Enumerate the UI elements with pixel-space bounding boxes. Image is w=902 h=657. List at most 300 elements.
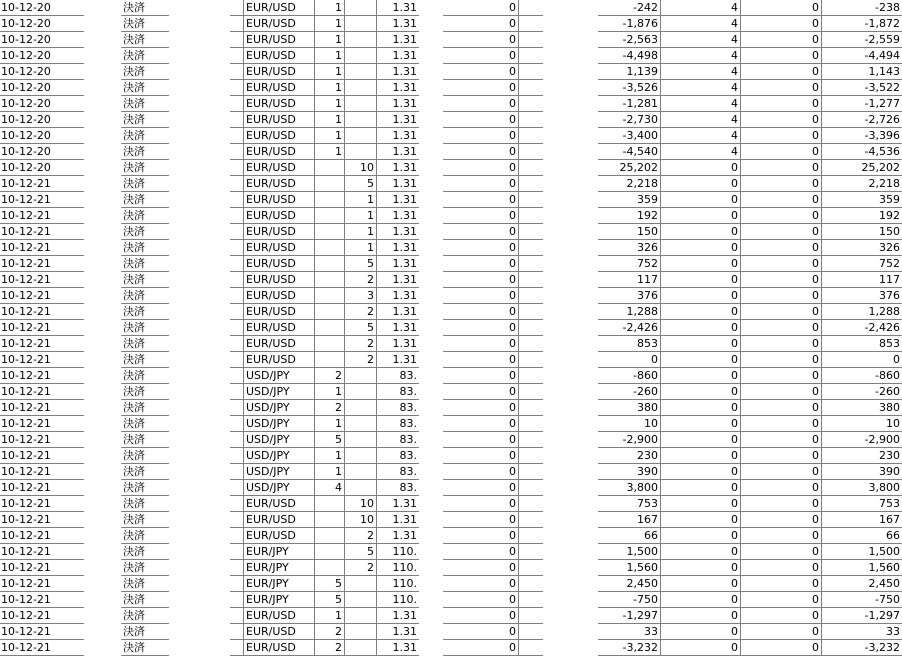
net-amount-cell[interactable]: -1,277 [864, 97, 900, 110]
lot-a-cell[interactable] [315, 256, 345, 272]
lot-a-cell[interactable]: 1 [315, 416, 345, 432]
rate-cell[interactable]: 1.31 [392, 225, 417, 238]
currency-pair-cell[interactable]: USD/JPY [243, 384, 315, 400]
swap-cell[interactable]: 0 [443, 48, 519, 64]
date-cell[interactable]: 10-12-21 [1, 513, 51, 526]
net-amount-cell[interactable]: -2,900 [864, 433, 900, 446]
swap-cell[interactable]: 0 [443, 416, 519, 432]
lot-b-cell[interactable]: 2 [345, 528, 377, 544]
date-cell[interactable]: 10-12-21 [1, 385, 51, 398]
lot-a-cell[interactable] [315, 496, 345, 512]
swap-cell[interactable]: 0 [443, 400, 519, 416]
fee-cell[interactable]: 0 [663, 432, 741, 448]
swap-cell[interactable]: 0 [443, 528, 519, 544]
lot-b-cell[interactable] [345, 368, 377, 384]
swap-cell[interactable]: 0 [443, 176, 519, 192]
lot-b-cell[interactable]: 2 [345, 336, 377, 352]
lot-a-cell[interactable]: 1 [315, 96, 345, 112]
currency-pair-cell[interactable]: EUR/USD [243, 496, 315, 512]
net-amount-cell[interactable]: 376 [879, 289, 900, 302]
adjustment-cell[interactable]: 0 [742, 544, 822, 560]
adjustment-cell[interactable]: 0 [742, 32, 822, 48]
adjustment-cell[interactable]: 0 [742, 64, 822, 80]
fee-cell[interactable]: 0 [663, 448, 741, 464]
settlement-type-cell[interactable]: 決済 [123, 145, 145, 158]
adjustment-cell[interactable]: 0 [742, 0, 822, 16]
lot-b-cell[interactable]: 1 [345, 240, 377, 256]
currency-pair-cell[interactable]: USD/JPY [243, 416, 315, 432]
swap-cell[interactable]: 0 [443, 224, 519, 240]
rate-cell[interactable]: 1.31 [392, 529, 417, 542]
adjustment-cell[interactable]: 0 [742, 560, 822, 576]
lot-b-cell[interactable] [345, 16, 377, 32]
net-amount-cell[interactable]: -3,396 [864, 129, 900, 142]
profit-loss-cell[interactable]: 1,139 [598, 64, 661, 80]
fee-cell[interactable]: 0 [663, 352, 741, 368]
lot-a-cell[interactable] [315, 208, 345, 224]
date-cell[interactable]: 10-12-21 [1, 417, 51, 430]
currency-pair-cell[interactable]: EUR/JPY [243, 592, 315, 608]
rate-cell[interactable]: 1.31 [392, 625, 417, 638]
date-cell[interactable]: 10-12-21 [1, 225, 51, 238]
date-cell[interactable]: 10-12-21 [1, 577, 51, 590]
profit-loss-cell[interactable]: 167 [598, 512, 661, 528]
rate-cell[interactable]: 1.31 [392, 1, 417, 14]
fee-cell[interactable]: 0 [663, 416, 741, 432]
net-amount-cell[interactable]: 192 [879, 209, 900, 222]
rate-cell[interactable]: 1.31 [392, 641, 417, 654]
currency-pair-cell[interactable]: USD/JPY [243, 400, 315, 416]
lot-b-cell[interactable]: 5 [345, 320, 377, 336]
profit-loss-cell[interactable]: 752 [598, 256, 661, 272]
rate-cell[interactable]: 1.31 [392, 337, 417, 350]
net-amount-cell[interactable]: 752 [879, 257, 900, 270]
lot-a-cell[interactable] [315, 304, 345, 320]
net-amount-cell[interactable]: 380 [879, 401, 900, 414]
fee-cell[interactable]: 4 [663, 144, 741, 160]
swap-cell[interactable]: 0 [443, 448, 519, 464]
swap-cell[interactable]: 0 [443, 208, 519, 224]
adjustment-cell[interactable]: 0 [742, 96, 822, 112]
lot-b-cell[interactable] [345, 144, 377, 160]
rate-cell[interactable]: 1.31 [392, 305, 417, 318]
currency-pair-cell[interactable]: EUR/USD [243, 256, 315, 272]
net-amount-cell[interactable]: -1,297 [864, 609, 900, 622]
adjustment-cell[interactable]: 0 [742, 48, 822, 64]
date-cell[interactable]: 10-12-21 [1, 529, 51, 542]
settlement-type-cell[interactable]: 決済 [123, 81, 145, 94]
lot-b-cell[interactable] [345, 576, 377, 592]
adjustment-cell[interactable]: 0 [742, 288, 822, 304]
net-amount-cell[interactable]: 1,560 [868, 561, 900, 574]
lot-a-cell[interactable] [315, 272, 345, 288]
profit-loss-cell[interactable]: -4,498 [598, 48, 661, 64]
lot-a-cell[interactable]: 5 [315, 576, 345, 592]
settlement-type-cell[interactable]: 決済 [123, 609, 145, 622]
date-cell[interactable]: 10-12-21 [1, 353, 51, 366]
settlement-type-cell[interactable]: 決済 [123, 353, 145, 366]
rate-cell[interactable]: 83. [399, 465, 417, 478]
rate-cell[interactable]: 110. [392, 561, 417, 574]
settlement-type-cell[interactable]: 決済 [123, 561, 145, 574]
fee-cell[interactable]: 0 [663, 224, 741, 240]
lot-a-cell[interactable]: 1 [315, 128, 345, 144]
currency-pair-cell[interactable]: EUR/USD [243, 80, 315, 96]
rate-cell[interactable]: 1.31 [392, 209, 417, 222]
lot-a-cell[interactable] [315, 336, 345, 352]
rate-cell[interactable]: 1.31 [392, 193, 417, 206]
profit-loss-cell[interactable]: 33 [598, 624, 661, 640]
rate-cell[interactable]: 1.31 [392, 177, 417, 190]
settlement-type-cell[interactable]: 決済 [123, 321, 145, 334]
swap-cell[interactable]: 0 [443, 512, 519, 528]
currency-pair-cell[interactable]: EUR/JPY [243, 544, 315, 560]
profit-loss-cell[interactable]: -3,526 [598, 80, 661, 96]
lot-b-cell[interactable] [345, 416, 377, 432]
lot-a-cell[interactable] [315, 352, 345, 368]
settlement-type-cell[interactable]: 決済 [123, 225, 145, 238]
rate-cell[interactable]: 1.31 [392, 241, 417, 254]
adjustment-cell[interactable]: 0 [742, 160, 822, 176]
fee-cell[interactable]: 0 [663, 512, 741, 528]
swap-cell[interactable]: 0 [443, 80, 519, 96]
lot-a-cell[interactable] [315, 512, 345, 528]
lot-b-cell[interactable] [345, 640, 377, 656]
currency-pair-cell[interactable]: USD/JPY [243, 480, 315, 496]
currency-pair-cell[interactable]: USD/JPY [243, 368, 315, 384]
adjustment-cell[interactable]: 0 [742, 464, 822, 480]
swap-cell[interactable]: 0 [443, 288, 519, 304]
lot-a-cell[interactable] [315, 560, 345, 576]
net-amount-cell[interactable]: -2,559 [864, 33, 900, 46]
adjustment-cell[interactable]: 0 [742, 144, 822, 160]
settlement-type-cell[interactable]: 決済 [123, 273, 145, 286]
currency-pair-cell[interactable]: EUR/USD [243, 640, 315, 656]
adjustment-cell[interactable]: 0 [742, 528, 822, 544]
date-cell[interactable]: 10-12-20 [1, 81, 51, 94]
lot-a-cell[interactable]: 2 [315, 368, 345, 384]
currency-pair-cell[interactable]: EUR/USD [243, 624, 315, 640]
adjustment-cell[interactable]: 0 [742, 384, 822, 400]
fee-cell[interactable]: 0 [663, 272, 741, 288]
lot-b-cell[interactable] [345, 48, 377, 64]
net-amount-cell[interactable]: 3,800 [868, 481, 900, 494]
settlement-type-cell[interactable]: 決済 [123, 65, 145, 78]
lot-b-cell[interactable] [345, 32, 377, 48]
fee-cell[interactable]: 0 [663, 336, 741, 352]
fee-cell[interactable]: 0 [663, 192, 741, 208]
net-amount-cell[interactable]: 10 [886, 417, 900, 430]
date-cell[interactable]: 10-12-21 [1, 257, 51, 270]
lot-b-cell[interactable]: 5 [345, 176, 377, 192]
net-amount-cell[interactable]: 1,288 [868, 305, 900, 318]
lot-b-cell[interactable] [345, 400, 377, 416]
date-cell[interactable]: 10-12-21 [1, 641, 51, 654]
settlement-type-cell[interactable]: 決済 [123, 305, 145, 318]
date-cell[interactable]: 10-12-20 [1, 65, 51, 78]
profit-loss-cell[interactable]: 10 [598, 416, 661, 432]
swap-cell[interactable]: 0 [443, 352, 519, 368]
profit-loss-cell[interactable]: -3,232 [598, 640, 661, 656]
fee-cell[interactable]: 4 [663, 80, 741, 96]
net-amount-cell[interactable]: -260 [875, 385, 900, 398]
currency-pair-cell[interactable]: USD/JPY [243, 464, 315, 480]
profit-loss-cell[interactable]: -4,540 [598, 144, 661, 160]
settlement-type-cell[interactable]: 決済 [123, 257, 145, 270]
profit-loss-cell[interactable]: 0 [598, 352, 661, 368]
lot-b-cell[interactable]: 10 [345, 160, 377, 176]
lot-a-cell[interactable] [315, 192, 345, 208]
fee-cell[interactable]: 0 [663, 624, 741, 640]
settlement-type-cell[interactable]: 決済 [123, 369, 145, 382]
settlement-type-cell[interactable]: 決済 [123, 49, 145, 62]
fee-cell[interactable]: 0 [663, 608, 741, 624]
swap-cell[interactable]: 0 [443, 624, 519, 640]
currency-pair-cell[interactable]: EUR/JPY [243, 560, 315, 576]
profit-loss-cell[interactable]: 359 [598, 192, 661, 208]
profit-loss-cell[interactable]: -750 [598, 592, 661, 608]
profit-loss-cell[interactable]: -3,400 [598, 128, 661, 144]
profit-loss-cell[interactable]: 192 [598, 208, 661, 224]
date-cell[interactable]: 10-12-21 [1, 609, 51, 622]
rate-cell[interactable]: 83. [399, 369, 417, 382]
currency-pair-cell[interactable]: EUR/USD [243, 320, 315, 336]
currency-pair-cell[interactable]: EUR/USD [243, 0, 315, 16]
fee-cell[interactable]: 0 [663, 288, 741, 304]
swap-cell[interactable]: 0 [443, 160, 519, 176]
settlement-type-cell[interactable]: 決済 [123, 337, 145, 350]
net-amount-cell[interactable]: -3,522 [864, 81, 900, 94]
swap-cell[interactable]: 0 [443, 592, 519, 608]
lot-a-cell[interactable]: 5 [315, 432, 345, 448]
date-cell[interactable]: 10-12-21 [1, 177, 51, 190]
rate-cell[interactable]: 110. [392, 577, 417, 590]
lot-a-cell[interactable]: 1 [315, 144, 345, 160]
profit-loss-cell[interactable]: -1,297 [598, 608, 661, 624]
lot-b-cell[interactable] [345, 592, 377, 608]
lot-a-cell[interactable] [315, 544, 345, 560]
adjustment-cell[interactable]: 0 [742, 480, 822, 496]
adjustment-cell[interactable]: 0 [742, 352, 822, 368]
currency-pair-cell[interactable]: EUR/USD [243, 304, 315, 320]
profit-loss-cell[interactable]: 2,450 [598, 576, 661, 592]
currency-pair-cell[interactable]: EUR/USD [243, 224, 315, 240]
net-amount-cell[interactable]: -2,726 [864, 113, 900, 126]
profit-loss-cell[interactable]: -2,563 [598, 32, 661, 48]
lot-b-cell[interactable]: 3 [345, 288, 377, 304]
lot-b-cell[interactable] [345, 128, 377, 144]
settlement-type-cell[interactable]: 決済 [123, 193, 145, 206]
settlement-type-cell[interactable]: 決済 [123, 401, 145, 414]
date-cell[interactable]: 10-12-21 [1, 337, 51, 350]
currency-pair-cell[interactable]: EUR/USD [243, 16, 315, 32]
currency-pair-cell[interactable]: EUR/USD [243, 336, 315, 352]
profit-loss-cell[interactable]: 753 [598, 496, 661, 512]
currency-pair-cell[interactable]: EUR/USD [243, 608, 315, 624]
net-amount-cell[interactable]: 326 [879, 241, 900, 254]
rate-cell[interactable]: 1.31 [392, 257, 417, 270]
net-amount-cell[interactable]: 1,500 [868, 545, 900, 558]
lot-a-cell[interactable] [315, 240, 345, 256]
adjustment-cell[interactable]: 0 [742, 336, 822, 352]
fee-cell[interactable]: 0 [663, 528, 741, 544]
currency-pair-cell[interactable]: EUR/USD [243, 160, 315, 176]
adjustment-cell[interactable]: 0 [742, 592, 822, 608]
profit-loss-cell[interactable]: 853 [598, 336, 661, 352]
profit-loss-cell[interactable]: 1,500 [598, 544, 661, 560]
swap-cell[interactable]: 0 [443, 192, 519, 208]
fee-cell[interactable]: 0 [663, 464, 741, 480]
adjustment-cell[interactable]: 0 [742, 624, 822, 640]
net-amount-cell[interactable]: -4,494 [864, 49, 900, 62]
lot-b-cell[interactable] [345, 112, 377, 128]
settlement-type-cell[interactable]: 決済 [123, 497, 145, 510]
fee-cell[interactable]: 0 [663, 544, 741, 560]
adjustment-cell[interactable]: 0 [742, 576, 822, 592]
swap-cell[interactable]: 0 [443, 480, 519, 496]
adjustment-cell[interactable]: 0 [742, 496, 822, 512]
fee-cell[interactable]: 4 [663, 0, 741, 16]
date-cell[interactable]: 10-12-21 [1, 625, 51, 638]
lot-a-cell[interactable]: 5 [315, 592, 345, 608]
rate-cell[interactable]: 83. [399, 401, 417, 414]
date-cell[interactable]: 10-12-20 [1, 113, 51, 126]
lot-b-cell[interactable] [345, 96, 377, 112]
fee-cell[interactable]: 0 [663, 304, 741, 320]
profit-loss-cell[interactable]: 376 [598, 288, 661, 304]
date-cell[interactable]: 10-12-20 [1, 129, 51, 142]
profit-loss-cell[interactable]: 3,800 [598, 480, 661, 496]
net-amount-cell[interactable]: 0 [893, 353, 900, 366]
lot-b-cell[interactable]: 2 [345, 272, 377, 288]
profit-loss-cell[interactable]: -2,730 [598, 112, 661, 128]
settlement-type-cell[interactable]: 決済 [123, 465, 145, 478]
profit-loss-cell[interactable]: 117 [598, 272, 661, 288]
date-cell[interactable]: 10-12-21 [1, 545, 51, 558]
net-amount-cell[interactable]: 25,202 [861, 161, 900, 174]
swap-cell[interactable]: 0 [443, 464, 519, 480]
rate-cell[interactable]: 110. [392, 545, 417, 558]
net-amount-cell[interactable]: 359 [879, 193, 900, 206]
settlement-type-cell[interactable]: 決済 [123, 385, 145, 398]
currency-pair-cell[interactable]: EUR/USD [243, 240, 315, 256]
rate-cell[interactable]: 1.31 [392, 609, 417, 622]
rate-cell[interactable]: 1.31 [392, 497, 417, 510]
date-cell[interactable]: 10-12-21 [1, 209, 51, 222]
lot-a-cell[interactable]: 2 [315, 400, 345, 416]
lot-b-cell[interactable]: 5 [345, 256, 377, 272]
lot-a-cell[interactable]: 4 [315, 480, 345, 496]
currency-pair-cell[interactable]: EUR/USD [243, 272, 315, 288]
currency-pair-cell[interactable]: EUR/USD [243, 352, 315, 368]
rate-cell[interactable]: 83. [399, 481, 417, 494]
profit-loss-cell[interactable]: -260 [598, 384, 661, 400]
lot-b-cell[interactable] [345, 624, 377, 640]
date-cell[interactable]: 10-12-21 [1, 305, 51, 318]
lot-b-cell[interactable]: 1 [345, 192, 377, 208]
fee-cell[interactable]: 4 [663, 48, 741, 64]
swap-cell[interactable]: 0 [443, 128, 519, 144]
settlement-type-cell[interactable]: 決済 [123, 449, 145, 462]
lot-a-cell[interactable]: 1 [315, 608, 345, 624]
swap-cell[interactable]: 0 [443, 608, 519, 624]
swap-cell[interactable]: 0 [443, 368, 519, 384]
rate-cell[interactable]: 1.31 [392, 17, 417, 30]
settlement-type-cell[interactable]: 決済 [123, 241, 145, 254]
currency-pair-cell[interactable]: EUR/USD [243, 112, 315, 128]
settlement-type-cell[interactable]: 決済 [123, 513, 145, 526]
fee-cell[interactable]: 0 [663, 384, 741, 400]
lot-a-cell[interactable]: 1 [315, 16, 345, 32]
lot-a-cell[interactable] [315, 160, 345, 176]
swap-cell[interactable]: 0 [443, 336, 519, 352]
currency-pair-cell[interactable]: EUR/USD [243, 144, 315, 160]
date-cell[interactable]: 10-12-21 [1, 433, 51, 446]
currency-pair-cell[interactable]: EUR/USD [243, 48, 315, 64]
fee-cell[interactable]: 0 [663, 400, 741, 416]
profit-loss-cell[interactable]: 1,288 [598, 304, 661, 320]
adjustment-cell[interactable]: 0 [742, 240, 822, 256]
fee-cell[interactable]: 0 [663, 368, 741, 384]
adjustment-cell[interactable]: 0 [742, 448, 822, 464]
fee-cell[interactable]: 4 [663, 32, 741, 48]
net-amount-cell[interactable]: -750 [875, 593, 900, 606]
net-amount-cell[interactable]: -4,536 [864, 145, 900, 158]
adjustment-cell[interactable]: 0 [742, 432, 822, 448]
settlement-type-cell[interactable]: 決済 [123, 593, 145, 606]
rate-cell[interactable]: 1.31 [392, 289, 417, 302]
fee-cell[interactable]: 4 [663, 16, 741, 32]
currency-pair-cell[interactable]: EUR/USD [243, 528, 315, 544]
date-cell[interactable]: 10-12-21 [1, 481, 51, 494]
rate-cell[interactable]: 1.31 [392, 97, 417, 110]
lot-b-cell[interactable] [345, 608, 377, 624]
settlement-type-cell[interactable]: 決済 [123, 161, 145, 174]
fee-cell[interactable]: 0 [663, 176, 741, 192]
net-amount-cell[interactable]: 2,450 [868, 577, 900, 590]
settlement-type-cell[interactable]: 決済 [123, 289, 145, 302]
profit-loss-cell[interactable]: -860 [598, 368, 661, 384]
date-cell[interactable]: 10-12-20 [1, 17, 51, 30]
lot-b-cell[interactable] [345, 64, 377, 80]
date-cell[interactable]: 10-12-21 [1, 321, 51, 334]
profit-loss-cell[interactable]: 326 [598, 240, 661, 256]
fee-cell[interactable]: 0 [663, 240, 741, 256]
lot-a-cell[interactable]: 1 [315, 64, 345, 80]
profit-loss-cell[interactable]: 380 [598, 400, 661, 416]
fee-cell[interactable]: 0 [663, 320, 741, 336]
adjustment-cell[interactable]: 0 [742, 208, 822, 224]
currency-pair-cell[interactable]: EUR/USD [243, 32, 315, 48]
date-cell[interactable]: 10-12-21 [1, 289, 51, 302]
settlement-type-cell[interactable]: 決済 [123, 177, 145, 190]
adjustment-cell[interactable]: 0 [742, 256, 822, 272]
currency-pair-cell[interactable]: EUR/USD [243, 192, 315, 208]
currency-pair-cell[interactable]: EUR/USD [243, 208, 315, 224]
date-cell[interactable]: 10-12-21 [1, 369, 51, 382]
fee-cell[interactable]: 0 [663, 480, 741, 496]
rate-cell[interactable]: 1.31 [392, 161, 417, 174]
lot-a-cell[interactable] [315, 528, 345, 544]
profit-loss-cell[interactable]: -1,281 [598, 96, 661, 112]
swap-cell[interactable]: 0 [443, 432, 519, 448]
adjustment-cell[interactable]: 0 [742, 416, 822, 432]
lot-a-cell[interactable]: 1 [315, 32, 345, 48]
lot-b-cell[interactable]: 1 [345, 224, 377, 240]
settlement-type-cell[interactable]: 決済 [123, 625, 145, 638]
lot-b-cell[interactable] [345, 80, 377, 96]
lot-a-cell[interactable]: 1 [315, 384, 345, 400]
